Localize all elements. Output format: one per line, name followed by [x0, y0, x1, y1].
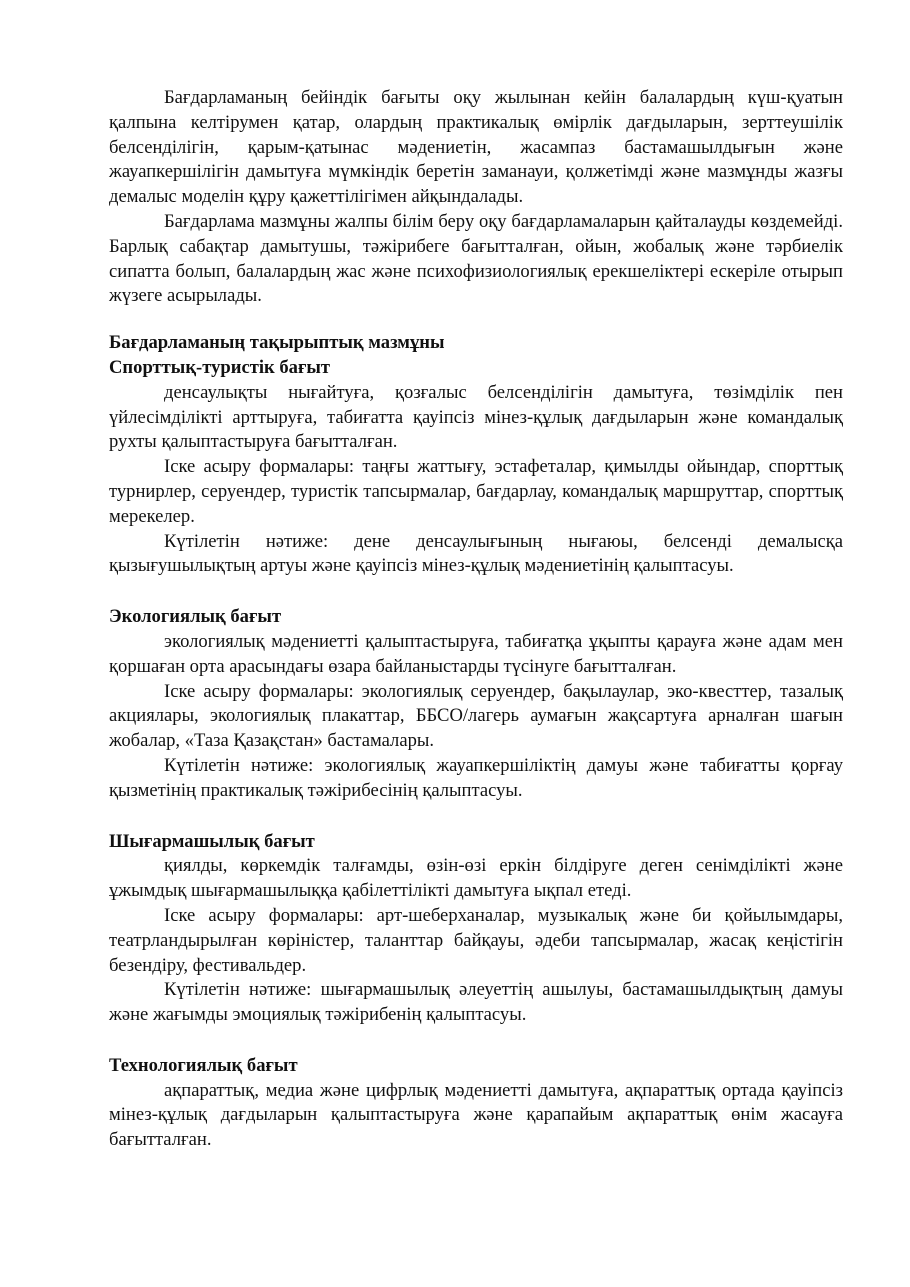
section-ecology-paragraph-2: Іске асыру формалары: экологиялық серуендер, бақылаулар, эко-квесттер, тазалық акциялары, экологиялық плакаттар, ББСО/лагерь аумағын жақсартуға арналған шағын жобалар, «Таза Қазақстан» бастамалары.: [109, 680, 843, 752]
spacer: [109, 579, 843, 605]
section-sport-paragraph-3: Күтілетін нәтиже: дене денсаулығының нығаюы, белсенді демалысқа қызығушылықтың артуы және қауіпсіз мінез-құлық мәдениетінің қалыптасуы.: [109, 530, 843, 577]
section-creative-paragraph-3: Күтілетін нәтиже: шығармашылық әлеуеттің ашылуы, бастамашылдықтың дамуы және жағымды эмоциялық тәжірибенің қалыптасуы.: [109, 979, 843, 1026]
intro-paragraph-2: Бағдарлама мазмұны жалпы білім беру оқу бағдарламаларын қайталауды көздемейді. Барлық сабақтар дамытушы, тәжірибеге бағытталған, ойын, жобалық және тәрбиелік сипатта болып, балалардың жас және психофизиологиялық ерекшеліктері ескеріле отырып жүзеге асырылады.: [109, 210, 843, 307]
section-ecology-paragraph-1: экологиялық мәдениетті қалыптастыруға, табиғатқа ұқыпты қарауға және адам мен қоршаған орта арасындағы өзара байланыстарды түсінуге бағытталған.: [109, 630, 843, 677]
section-creative-paragraph-1: қиялды, көркемдік талғамды, өзін-өзі еркін білдіруге деген сенімділікті және ұжымдық шығармашылыққа қабілеттілікті дамытуға ықпал етеді.: [109, 855, 843, 902]
document-page: [109, 86, 843, 1153]
section-creative-paragraph-2: Іске асыру формалары: арт-шеберханалар, музыкалық және би қойылымдары, театрландырылған көріністер, таланттар байқауы, әдеби тапсырмалар, жасақ кеңістігін безендіру, фестивальдер.: [109, 904, 843, 976]
spacer: [109, 804, 843, 830]
section-title-technology: Технологиялық бағыт: [109, 1054, 298, 1076]
section-ecology-paragraph-3: Күтілетін нәтиже: экологиялық жауапкершіліктің дамуы және табиғатты қорғау қызметінің практикалық тәжірибесінің қалыптасуы.: [109, 754, 843, 801]
content-heading: Бағдарламаның тақырыптық мазмұны: [109, 332, 445, 354]
section-title-ecology: Экологиялық бағыт: [109, 606, 282, 628]
section-title-creative: Шығармашылық бағыт: [109, 830, 315, 852]
section-sport-paragraph-1: денсаулықты нығайтуға, қозғалыс белсенділігін дамытуға, төзімділік пен үйлесімділікті арттыруға, табиғатта қауіпсіз мінез-құлық дағдыларын және командалық рухты қалыптастыруға бағытталған.: [109, 381, 843, 453]
section-title-sport: Спорттық-туристік бағыт: [109, 356, 331, 378]
spacer: [109, 1028, 843, 1054]
intro-paragraph-1: Бағдарламаның бейіндік бағыты оқу жылынан кейін балалардың күш-қуатын қалпына келтірумен қатар, олардың практикалық өмірлік дағдыларын, зерттеушілік белсенділігін, қарым-қатынас мәдениетін, жасампаз бастамашылдығын және жауапкершілігін дамытуға мүмкіндік беретін заманауи, қолжетімді және мазмұнды жазғы демалыс моделін құру қажеттілігімен айқындалады.: [109, 87, 843, 208]
spacer: [109, 309, 843, 331]
section-sport-paragraph-2: Іске асыру формалары: таңғы жаттығу, эстафеталар, қимылды ойындар, спорттық турнирлер, серуендер, туристік тапсырмалар, бағдарлау, командалық маршруттар, спорттық мерекелер.: [109, 456, 843, 527]
section-technology-paragraph-1: ақпараттық, медиа және цифрлық мәдениетті дамытуға, ақпараттық ортада қауіпсіз мінез-құлық дағдыларын қалыптастыруға және қарапайым ақпараттық өнім жасауға бағытталған.: [109, 1079, 843, 1151]
